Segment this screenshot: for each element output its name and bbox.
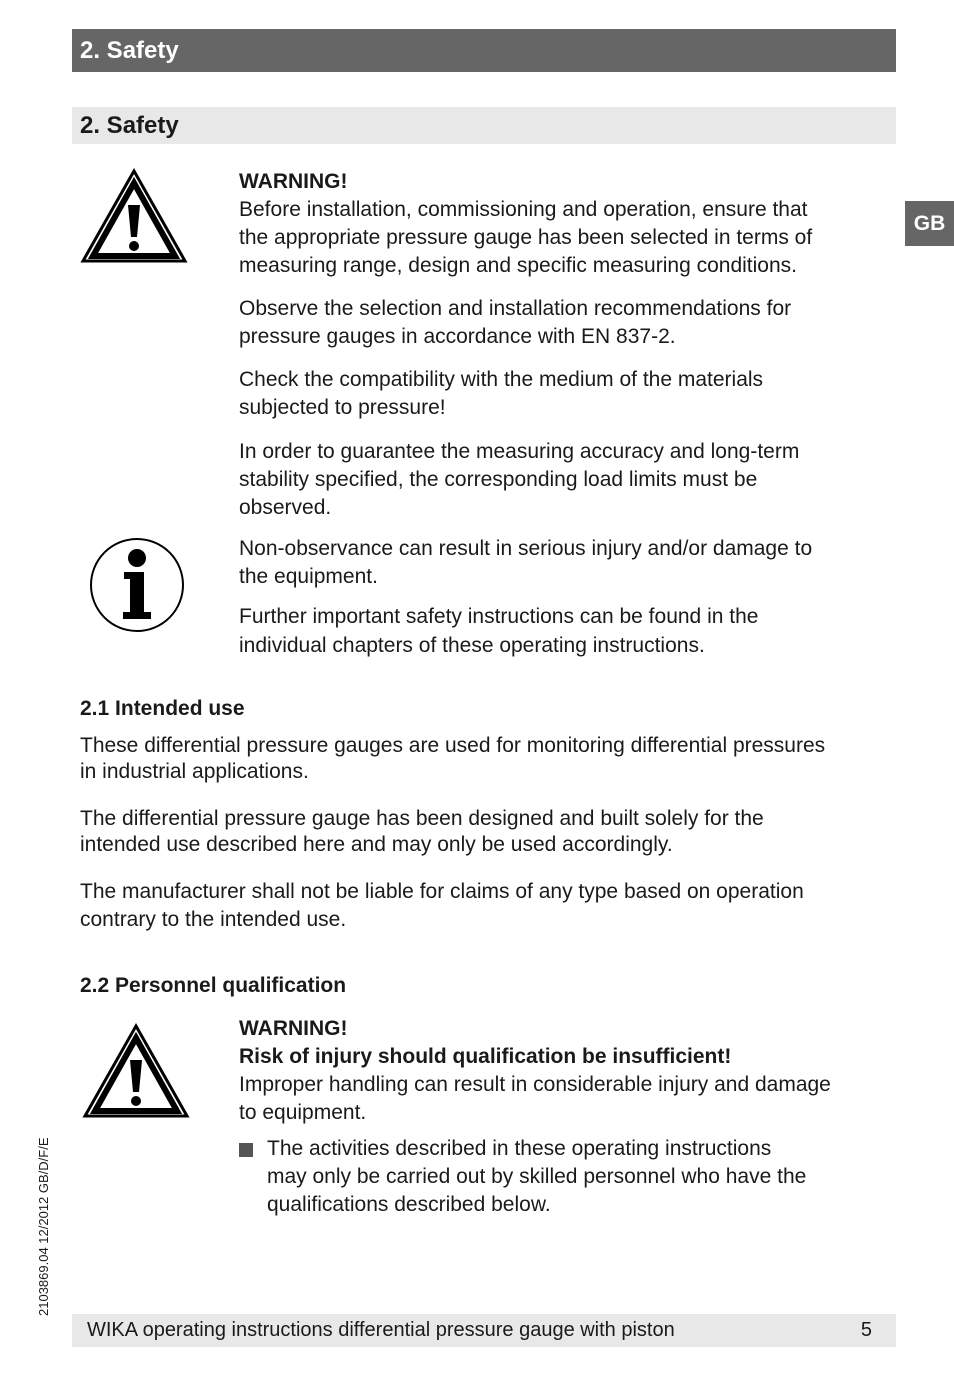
section-title: 2. Safety: [72, 107, 896, 144]
document-code: 2103869.04 12/2012 GB/D/F/E: [36, 1137, 51, 1316]
paragraph-line: The differential pressure gauge has been designed and built solely for the: [80, 807, 764, 830]
paragraph-line: subjected to pressure!: [239, 396, 446, 419]
paragraph-line: intended use described here and may only be used accordingly.: [80, 833, 673, 856]
info-icon: [88, 536, 186, 634]
subsection-heading: 2.2 Personnel qualification: [80, 974, 347, 997]
paragraph-line: stability specified, the corresponding load limits must be: [239, 468, 758, 491]
subsection-heading: 2.1 Intended use: [80, 697, 245, 720]
paragraph-line: the equipment.: [239, 565, 378, 588]
bullet-text-line: qualifications described below.: [267, 1193, 551, 1216]
page-number: 5: [860, 1319, 872, 1341]
paragraph-line: Observe the selection and installation recommendations for: [239, 297, 792, 320]
warning-text-line: measuring range, design and specific measuring conditions.: [239, 254, 797, 277]
paragraph-line: In order to guarantee the measuring accuracy and long-term: [239, 440, 800, 463]
page-footer: [72, 1314, 896, 1347]
warning-triangle-icon: [79, 167, 189, 265]
bullet-marker: [239, 1143, 253, 1157]
warning-label: WARNING!: [239, 170, 348, 193]
paragraph-line: These differential pressure gauges are used for monitoring differential pressures: [80, 734, 826, 757]
language-tab[interactable]: GB: [905, 201, 954, 246]
footer-title: WIKA operating instructions differential pressure gauge with piston: [87, 1319, 675, 1341]
warning-text-line: to equipment.: [239, 1101, 367, 1124]
warning-title: Risk of injury should qualification be insufficient!: [239, 1045, 732, 1068]
warning-text-line: Before installation, commissioning and operation, ensure that: [239, 198, 808, 221]
bullet-text-line: The activities described in these operating instructions: [267, 1137, 772, 1160]
chapter-header: 2. Safety: [72, 29, 896, 72]
paragraph-line: Further important safety instructions can be found in the: [239, 605, 759, 628]
paragraph-line: The manufacturer shall not be liable for claims of any type based on operation: [80, 880, 804, 903]
paragraph-line: contrary to the intended use.: [80, 908, 347, 931]
paragraph-line: individual chapters of these operating instructions.: [239, 634, 705, 657]
paragraph-line: Non-observance can result in serious injury and/or damage to: [239, 537, 813, 560]
paragraph-line: Check the compatibility with the medium of the materials: [239, 368, 764, 391]
warning-label: WARNING!: [239, 1017, 348, 1040]
warning-text-line: Improper handling can result in considerable injury and damage: [239, 1073, 831, 1096]
warning-triangle-icon: [81, 1022, 191, 1120]
bullet-text-line: may only be carried out by skilled personnel who have the: [267, 1165, 807, 1188]
paragraph-line: in industrial applications.: [80, 760, 309, 783]
paragraph-line: observed.: [239, 496, 332, 519]
warning-text-line: the appropriate pressure gauge has been selected in terms of: [239, 226, 813, 249]
paragraph-line: pressure gauges in accordance with EN 837-2.: [239, 325, 676, 348]
